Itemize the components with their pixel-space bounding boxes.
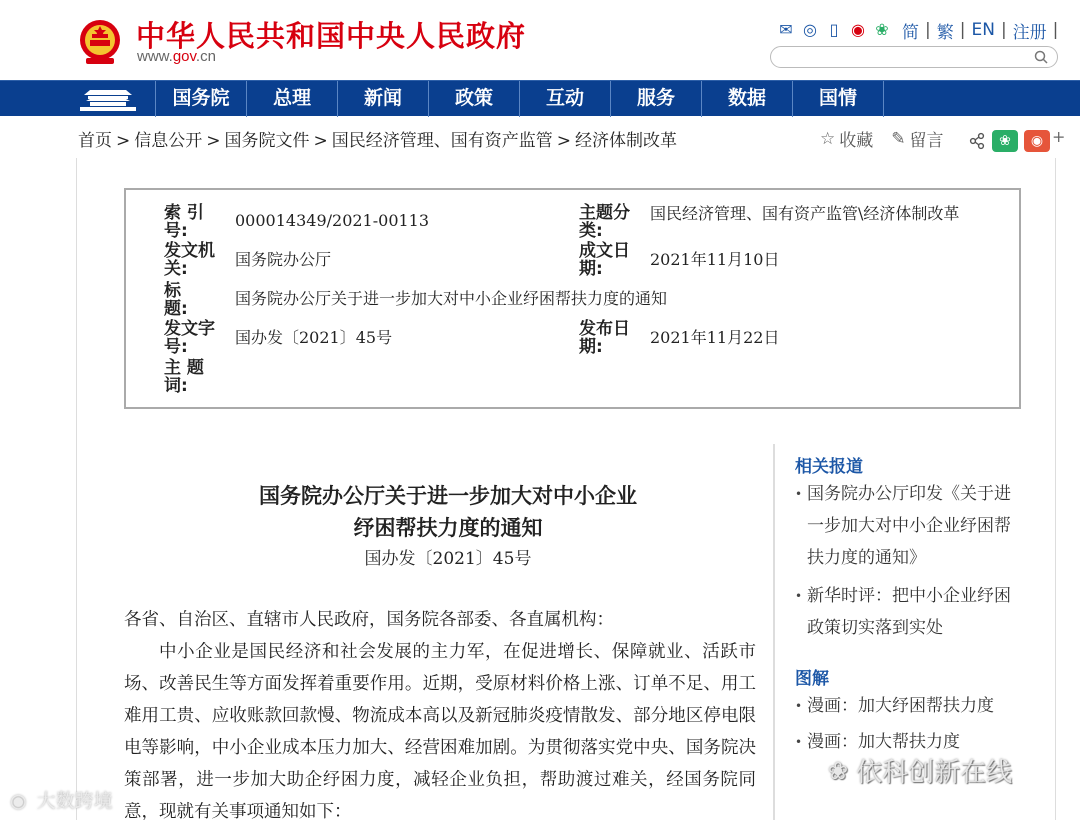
share-icon[interactable]: [968, 132, 986, 150]
graphic-item[interactable]: • 漫画：加大纾困帮扶力度: [795, 690, 1025, 722]
related-reports-heading[interactable]: 相关报道: [795, 457, 863, 477]
publish-date-label: 发布日期:: [579, 319, 630, 357]
graphic-item[interactable]: • 漫画：加大帮扶力度: [795, 726, 1025, 758]
site-url-gov: gov: [172, 48, 196, 65]
index-number-value: 000014349/2021-00113: [235, 211, 430, 230]
watermark-right: [828, 752, 1012, 789]
breadcrumb-economy-management[interactable]: 国民经济管理、国有资产监管: [331, 131, 553, 151]
wechat-watermark-icon: ❀: [828, 756, 849, 785]
article-paragraph: 中小企业是国民经济和社会发展的主力军，在促进增长、保障就业、活跃市场、改善民生等方面发挥着重要作用。近期，受原材料价格上涨、订单不足、用工难用工贵、应收账款回款慢、物流成本高以及新冠肺炎疫情散发、部分地区停电限电等影响，中小企业成本压力加大、经营困难加剧。为贯彻落实党中央、国务院决策部署，进一步加大助企纾困力度，减轻企业负担，帮助渡过难关，经国务院同意，现就有关事项通知如下：: [124, 642, 756, 820]
watermark-left-text: 大数跨境: [36, 790, 113, 812]
register-link[interactable]: 注册: [1012, 22, 1047, 43]
wechat-icon[interactable]: ❀: [875, 20, 889, 39]
publish-date-value: 2021年11月22日: [650, 328, 780, 347]
written-date-label: 成文日期:: [579, 241, 630, 279]
site-header: [0, 0, 1080, 80]
nav-item-interaction[interactable]: 互动: [520, 81, 611, 117]
breadcrumb-state-council-docs[interactable]: 国务院文件: [224, 131, 310, 151]
issuing-authority-label: 发文机关:: [164, 241, 215, 279]
message-icon[interactable]: ◎: [803, 20, 817, 39]
breadcrumb-separator: >: [313, 131, 328, 151]
topic-category-value: 国民经济管理、国有资产监管\经济体制改革: [650, 204, 960, 223]
page-actions: [820, 126, 962, 151]
national-emblem-icon[interactable]: [78, 18, 122, 66]
graphics-heading[interactable]: 图解: [795, 669, 829, 689]
breadcrumb: [78, 126, 677, 151]
weibo-watermark-icon: ◉: [10, 790, 27, 812]
site-name[interactable]: 中华人民共和国中央人民政府: [136, 19, 527, 53]
english-link[interactable]: EN: [971, 20, 995, 40]
article-title-line: 国务院办公厅关于进一步加大对中小企业: [259, 484, 637, 508]
watermark-right-text: 依科创新在线: [856, 758, 1013, 788]
sidebar-divider: [773, 444, 775, 820]
breadcrumb-separator: >: [556, 131, 571, 151]
related-report-item[interactable]: • 国务院办公厅印发《关于进一步加大对中小企业纾困帮扶力度的通知》: [795, 478, 1025, 574]
toolbar-divider: |: [959, 20, 966, 40]
wechat-share-icon[interactable]: ❀: [992, 130, 1018, 152]
issuing-authority-value: 国务院办公厅: [235, 250, 332, 269]
title-label: 标 题:: [164, 281, 215, 319]
toolbar-divider: |: [1000, 20, 1007, 40]
nav-item-data[interactable]: 数据: [702, 81, 793, 117]
nav-item-policy[interactable]: 政策: [429, 81, 520, 117]
document-number-value: 国办发〔2021〕45号: [235, 328, 393, 347]
toolbar-divider: |: [1052, 20, 1059, 40]
main-nav: [0, 80, 1080, 116]
article-title-line: 纾困帮扶力度的通知: [353, 516, 543, 540]
mail-icon[interactable]: ✉: [779, 20, 793, 39]
comment-label: 留言: [909, 131, 944, 151]
nav-item-state-council[interactable]: 国务院: [156, 81, 247, 117]
article-body: [124, 604, 756, 820]
nav-home-button[interactable]: [0, 81, 156, 117]
related-report-item[interactable]: • 新华时评：把中小企业纾困政策切实落到实处: [795, 580, 1025, 644]
search-input[interactable]: [770, 46, 1058, 68]
pen-icon: ✎: [891, 128, 906, 149]
keywords-label: 主 题 词:: [164, 358, 204, 396]
simplified-chinese-link[interactable]: 简: [902, 22, 919, 43]
article-salutation: 各省、自治区、直辖市人民政府，国务院各部委、各直属机构：: [124, 610, 614, 630]
nav-item-premier[interactable]: 总理: [247, 81, 338, 117]
nav-item-news[interactable]: 新闻: [338, 81, 429, 117]
breadcrumb-separator: >: [206, 131, 221, 151]
weibo-icon[interactable]: ◉: [851, 20, 865, 39]
breadcrumb-home[interactable]: 首页: [78, 131, 112, 151]
index-number-label: 索 引 号:: [164, 203, 204, 241]
nav-item-services[interactable]: 服务: [611, 81, 702, 117]
watermark-left: [10, 786, 113, 813]
breadcrumb-info-disclosure[interactable]: 信息公开: [134, 131, 203, 151]
share-bar: [968, 126, 1066, 152]
site-url-suffix: .cn: [195, 48, 216, 65]
document-number-label: 发文字号:: [164, 319, 215, 357]
comment-button[interactable]: [891, 126, 943, 151]
topic-category-label: 主题分类:: [579, 203, 630, 241]
favorite-button[interactable]: [820, 126, 873, 151]
top-toolbar: [776, 18, 1064, 42]
site-url: [137, 48, 216, 65]
favorite-label: 收藏: [839, 131, 874, 151]
article-doc-number: 国办发〔2021〕45号: [364, 549, 532, 569]
toolbar-divider: |: [925, 20, 931, 40]
nav-item-national-info[interactable]: 国情: [793, 81, 884, 117]
search-icon[interactable]: [1033, 49, 1049, 65]
more-share-icon[interactable]: +: [1052, 126, 1066, 146]
traditional-chinese-link[interactable]: 繁: [936, 22, 954, 43]
document-metadata-table: [124, 188, 1021, 409]
star-icon: ☆: [820, 128, 836, 149]
mobile-icon[interactable]: ▯: [829, 20, 839, 39]
title-value: 国务院办公厅关于进一步加大对中小企业纾困帮扶力度的通知: [235, 289, 668, 308]
breadcrumb-economic-reform[interactable]: 经济体制改革: [575, 131, 677, 151]
site-url-prefix: www.: [137, 48, 173, 65]
tiananmen-icon: [78, 86, 138, 112]
written-date-value: 2021年11月10日: [650, 250, 780, 269]
article-title: [124, 480, 772, 544]
weibo-share-icon[interactable]: ◉: [1024, 130, 1050, 152]
breadcrumb-separator: >: [116, 131, 131, 151]
